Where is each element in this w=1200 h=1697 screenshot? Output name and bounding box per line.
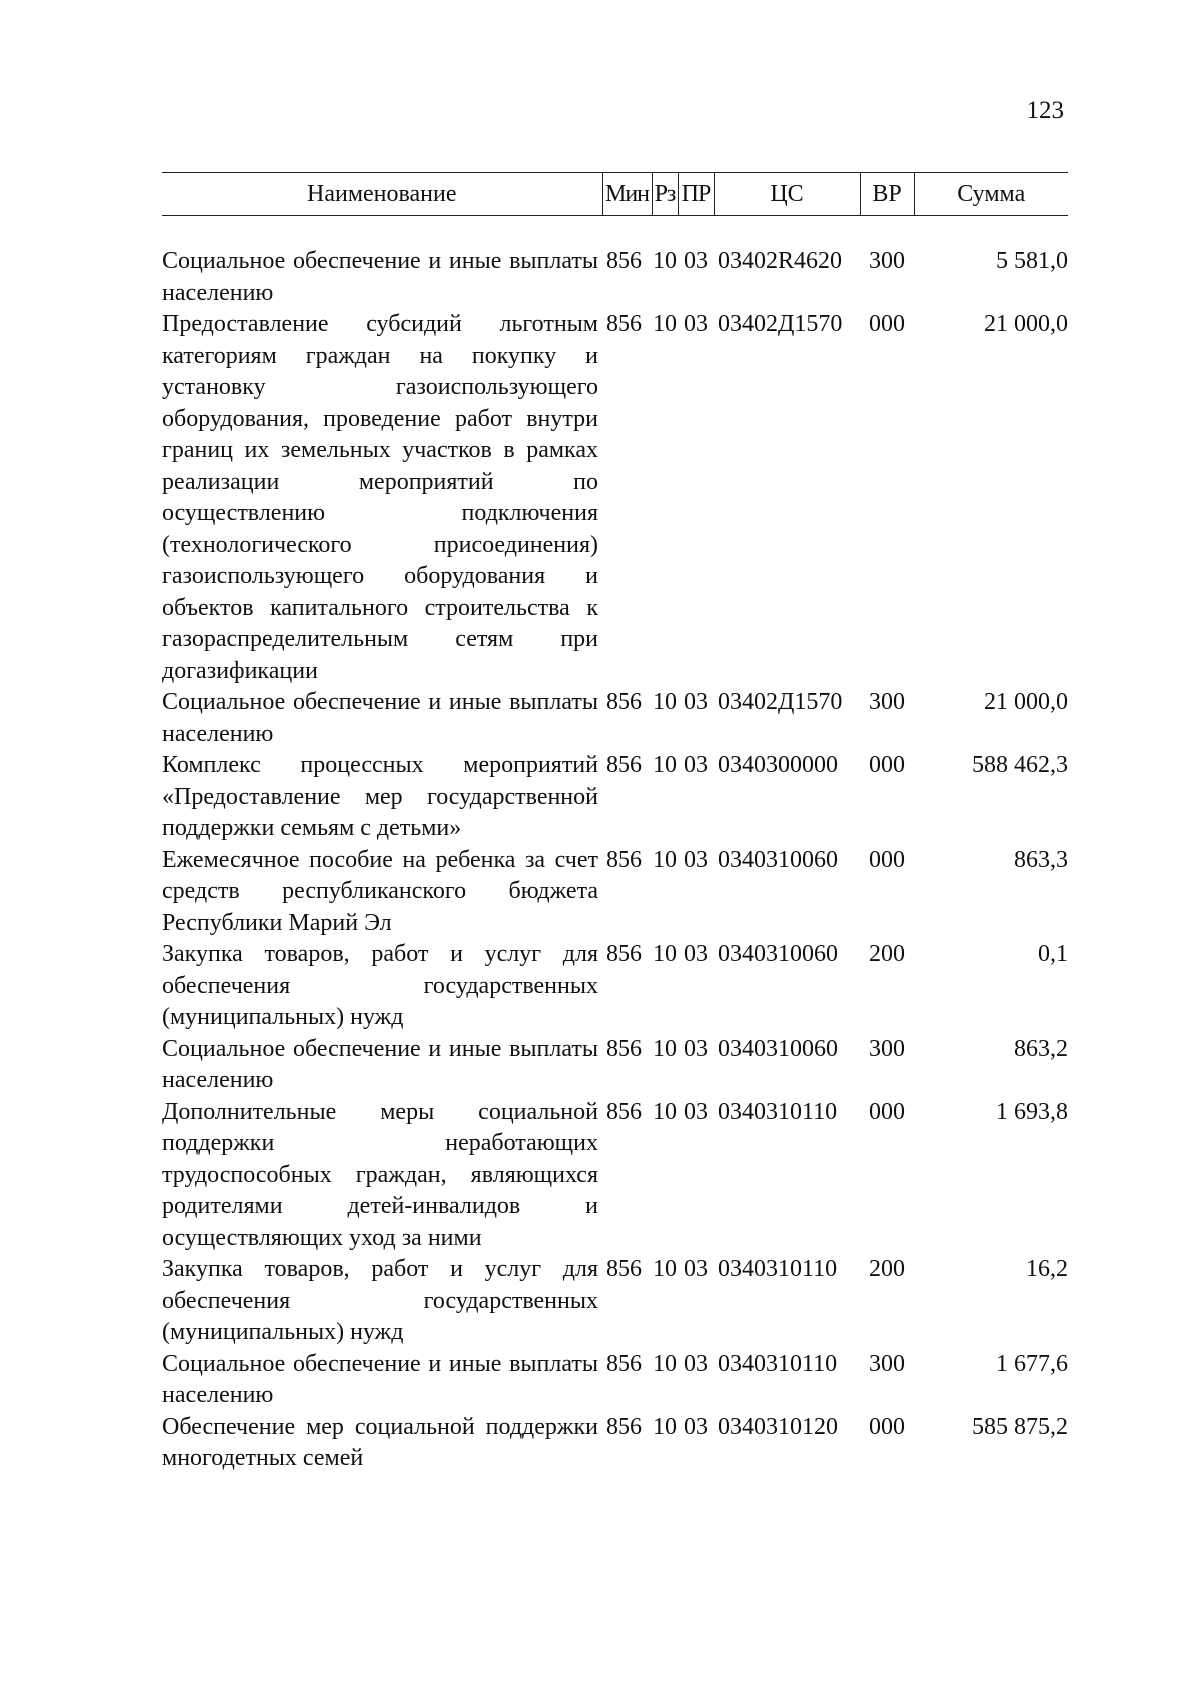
cell-rz: 10 (653, 752, 677, 778)
cell-vr: 000 (869, 1098, 905, 1125)
cell-rz: 10 (653, 311, 677, 337)
header-min: Мин (602, 173, 652, 216)
table-row (162, 1412, 1068, 1475)
cell-rz: 10 (653, 846, 677, 873)
cell-cs: 0340310110 (718, 1256, 838, 1282)
cell-sum: 0,1 (1038, 941, 1068, 967)
cell-name: Дополнительные меры социальной поддержки неработающих трудоспособных граждан, являющихся родителями детей-инвалидов и осуществляющих уход за ними (162, 1098, 598, 1251)
cell-cs: 03402Д1570 (718, 311, 843, 337)
header-row (162, 173, 1068, 216)
cell-pr: 03 (684, 941, 708, 967)
cell-vr: 000 (869, 846, 905, 873)
cell-sum: 21 000,0 (984, 311, 1068, 337)
cell-vr: 300 (869, 1035, 905, 1062)
cell-pr: 03 (684, 1256, 708, 1282)
table-row (162, 939, 1068, 1034)
cell-pr: 03 (684, 248, 708, 274)
table-body (162, 216, 1068, 1475)
cell-pr: 03 (684, 1035, 708, 1062)
cell-pr: 03 (684, 689, 708, 715)
cell-sum: 585 875,2 (972, 1413, 1068, 1440)
cell-cs: 0340310120 (718, 1413, 838, 1440)
table-row (162, 309, 1068, 687)
cell-vr: 000 (869, 752, 905, 778)
cell-min: 856 (606, 1350, 642, 1377)
cell-rz: 10 (653, 941, 677, 967)
cell-cs: 0340310060 (718, 846, 838, 873)
cell-rz: 10 (653, 248, 677, 274)
header-name: Наименование (162, 173, 602, 216)
cell-name: Комплекс процессных мероприятий «Предоставление мер государственной поддержки семьям с детьми» (162, 752, 598, 841)
cell-min: 856 (606, 1098, 642, 1125)
cell-cs: 03402R4620 (718, 248, 843, 274)
cell-name: Социальное обеспечение и иные выплаты населению (162, 248, 598, 306)
table-row (162, 1254, 1068, 1349)
cell-name: Закупка товаров, работ и услуг для обеспечения государственных (муниципальных) нужд (162, 941, 598, 1030)
cell-vr: 300 (869, 248, 905, 274)
header-rz: Рз (652, 173, 678, 216)
cell-sum: 863,3 (1014, 846, 1068, 873)
cell-rz: 10 (653, 1256, 677, 1282)
cell-min: 856 (606, 752, 642, 778)
cell-min: 856 (606, 689, 642, 715)
cell-rz: 10 (653, 1035, 677, 1062)
cell-min: 856 (606, 846, 642, 873)
table-row (162, 687, 1068, 750)
cell-vr: 000 (869, 311, 905, 337)
cell-cs: 0340310060 (718, 941, 838, 967)
cell-min: 856 (606, 941, 642, 967)
cell-vr: 200 (869, 1256, 905, 1282)
table-row (162, 1097, 1068, 1255)
cell-sum: 1 677,6 (996, 1350, 1068, 1377)
cell-vr: 300 (869, 1350, 905, 1377)
cell-pr: 03 (684, 1413, 708, 1440)
page-number: 123 (1026, 97, 1064, 124)
cell-min: 856 (606, 311, 642, 337)
budget-table (162, 172, 1068, 1475)
cell-cs: 0340310060 (718, 1035, 838, 1062)
header-vr: ВР (860, 173, 914, 216)
cell-name: Социальное обеспечение и иные выплаты населению (162, 1350, 598, 1408)
cell-pr: 03 (684, 752, 708, 778)
cell-sum: 16,2 (1026, 1256, 1068, 1282)
cell-min: 856 (606, 1035, 642, 1062)
table-row (162, 1349, 1068, 1412)
cell-name: Социальное обеспечение и иные выплаты населению (162, 689, 598, 747)
cell-min: 856 (606, 1256, 642, 1282)
cell-name: Обеспечение мер социальной поддержки многодетных семей (162, 1413, 598, 1471)
cell-cs: 0340300000 (718, 752, 838, 778)
cell-sum: 21 000,0 (984, 689, 1068, 715)
table-row (162, 845, 1068, 940)
cell-pr: 03 (684, 1350, 708, 1377)
cell-min: 856 (606, 1413, 642, 1440)
cell-sum: 5 581,0 (996, 248, 1068, 274)
cell-sum: 588 462,3 (972, 752, 1068, 778)
table-row (162, 750, 1068, 845)
cell-name: Закупка товаров, работ и услуг для обеспечения государственных (муниципальных) нужд (162, 1256, 598, 1345)
cell-cs: 0340310110 (718, 1350, 838, 1377)
header-cs: ЦС (714, 173, 860, 216)
cell-rz: 10 (653, 1350, 677, 1377)
table-header (162, 173, 1068, 216)
cell-name: Социальное обеспечение и иные выплаты населению (162, 1035, 598, 1093)
cell-pr: 03 (684, 311, 708, 337)
cell-cs: 03402Д1570 (718, 689, 843, 715)
cell-min: 856 (606, 248, 642, 274)
cell-sum: 863,2 (1014, 1035, 1068, 1062)
table-row (162, 246, 1068, 309)
cell-name: Ежемесячное пособие на ребенка за счет средств республиканского бюджета Республики Марий Эл (162, 846, 598, 936)
cell-rz: 10 (653, 1413, 677, 1440)
cell-rz: 10 (653, 689, 677, 715)
budget-table-container (162, 172, 1068, 1475)
cell-cs: 0340310110 (718, 1098, 838, 1125)
cell-vr: 000 (869, 1413, 905, 1440)
header-sum: Сумма (914, 173, 1068, 216)
cell-name: Предоставление субсидий льготным категориям граждан на покупку и установку газоиспользующего оборудования, проведение работ внутри границ их земельных участков в рамках реализации мероприятий по осуществлению подключения (технологического присоединения) газоиспользующего оборудования и объектов капитального строительства к газораспределительным сетям при догазификации (162, 311, 598, 684)
cell-vr: 200 (869, 941, 905, 967)
header-spacer (162, 216, 1068, 247)
table-row (162, 1034, 1068, 1097)
cell-vr: 300 (869, 689, 905, 715)
header-pr: ПР (678, 173, 714, 216)
cell-pr: 03 (684, 846, 708, 873)
cell-rz: 10 (653, 1098, 677, 1125)
cell-pr: 03 (684, 1098, 708, 1125)
cell-sum: 1 693,8 (996, 1098, 1068, 1125)
